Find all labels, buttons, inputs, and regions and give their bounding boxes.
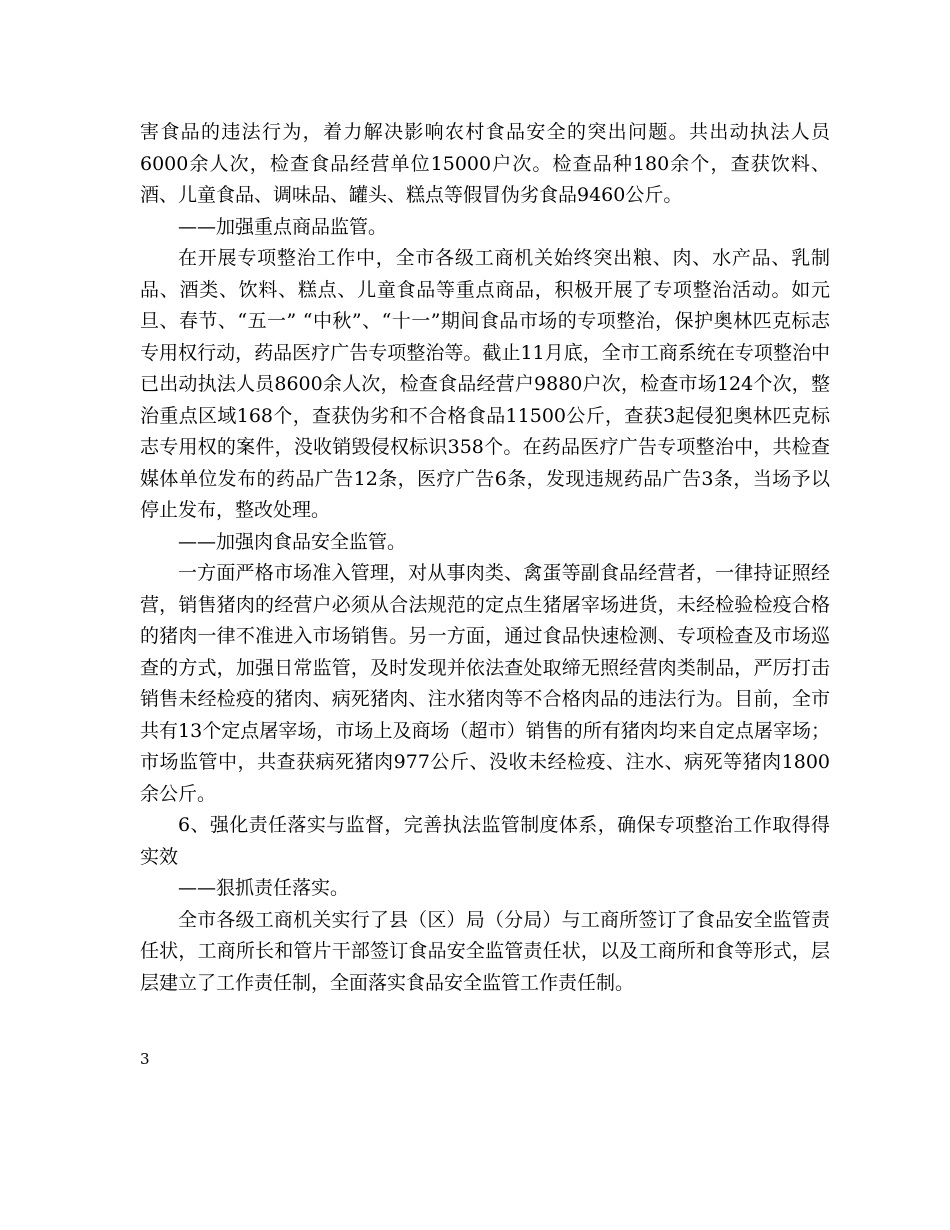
heading-key-commodities: ——加强重点商品监管。 xyxy=(178,215,388,238)
heading-meat-safety: ——加强肉食品安全监管。 xyxy=(178,530,407,553)
paragraph-meat-supervision: 一方面严格市场准入管理，对从事肉类、禽蛋等副食品经营者，一律持证照经营，销售猪肉的经营户必须从合法规范的定点生猪屠宰场进货，未经检验检疫合格的猪肉一律不准进入市场销售。另一方面，通过食品快速检测、专项检查及市场巡查的方式，加强日常监管，及时发现并依法查处取缔无照经营肉类制品，严厉打击销售未经检疫的猪肉、病死猪肉、注水猪肉等不合格肉品的违法行为。目前，全市共有13个定点屠宰场，市场上及商场（超市）销售的所有猪肉均来自定点屠宰场；市场监管中，共查获病死猪肉977公斤、没收未经检疫、注水、病死等猪肉1800余公斤。 xyxy=(140,562,830,805)
section-heading-responsibility: 6、强化责任落实与监督，完善执法监管制度体系，确保专项整治工作取得得实效 xyxy=(140,814,830,868)
paragraph-special-rectification: 在开展专项整治工作中，全市各级工商机关始终突出粮、肉、水产品、乳制品、酒类、饮料、糕点、儿童食品等重点商品，积极开展了专项整治活动。如元旦、春节、“五一” “中秋”、“十一”期间食品市场的专项整治，保护奥林匹克标志专用权行动，药品医疗广告专项整治等。截止11月底，全市工商系统在专项整治中已出动执法人员8600余人次，检查食品经营户9880户次，检查市场124个次，整治重点区域168个，查获伪劣和不合格食品11500公斤，查获3起侵犯奥林匹克标志专用权的案件，没收销毁侵权标识358个。在药品医疗广告专项整治中，共检查媒体单位发布的药品广告12条，医疗广告6条，发现违规药品广告3条，当场予以停止发布，整改处理。 xyxy=(140,247,830,521)
page-number: 3 xyxy=(140,1050,150,1068)
paragraph-continued-food-violations: 害食品的违法行为，着力解决影响农村食品安全的突出问题。共出动执法人员6000余人次，检查食品经营单位15000户次。检查品种180余个，查获饮料、酒、儿童食品、调味品、罐头、糕点等假冒伪劣食品9460公斤。 xyxy=(140,121,830,206)
heading-responsibility-implementation: ——狠抓责任落实。 xyxy=(178,877,350,899)
body-text xyxy=(140,117,830,999)
paragraph-responsibility-system: 全市各级工商机关实行了县（区）局（分局）与工商所签订了食品安全监管责任状，工商所长和管片干部签订食品安全监管责任状，以及工商所和食等形式，层层建立了工作责任制，全面落实食品安全监管工作责任制。 xyxy=(140,908,830,994)
